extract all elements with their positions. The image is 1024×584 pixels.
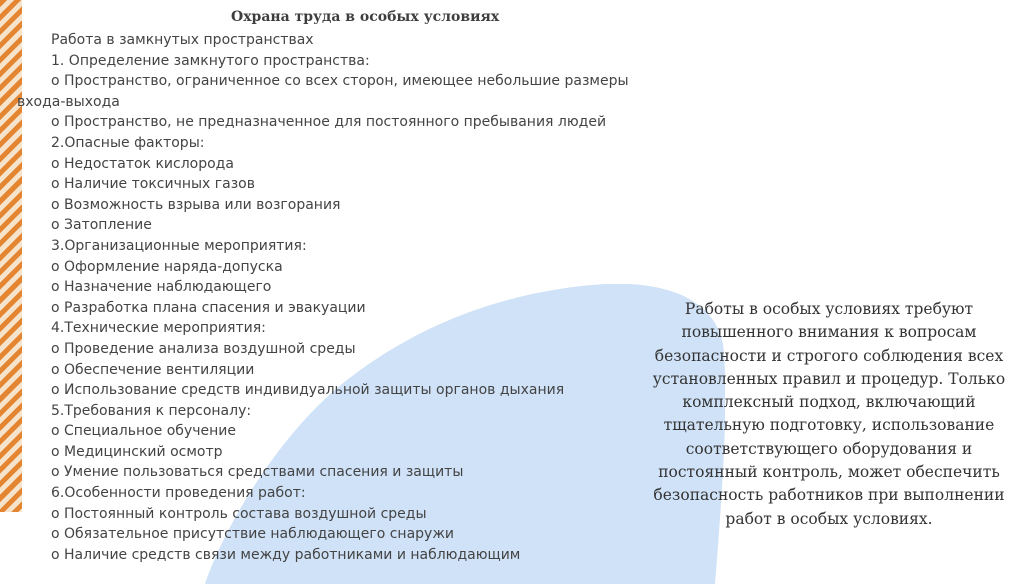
list-line: o Назначение наблюдающего: [51, 279, 272, 296]
list-line: o Недостаток кислорода: [51, 155, 234, 172]
list-line: o Проведение анализа воздушной среды: [51, 340, 356, 357]
page-title: Охрана труда в особых условиях: [231, 9, 500, 25]
list-line: o Медицинский осмотр: [51, 443, 223, 460]
list-line: o Пространство, не предназначенное для постоянного пребывания людей: [51, 114, 607, 131]
content-list: [0, 30, 629, 565]
list-line: o Возможность взрыва или возгорания: [51, 196, 341, 213]
summary-paragraph: Работы в особых условиях требуют повышенного внимания к вопросам безопасности и строгого соблюдения всех установленных правил и процедур. Только комплексный подход, включающий тщательную подготовку, использование соответствующего оборудования и постоянный контроль, может обеспечить безопасность работников при выполнении работ в особых условиях.: [652, 300, 1006, 528]
list-line: o Постоянный контроль состава воздушной среды: [51, 505, 427, 522]
list-line: o Наличие средств связи между работниками и наблюдающим: [51, 546, 521, 563]
list-line: 3.Организационные мероприятия:: [51, 237, 307, 254]
list-line: 5.Требования к персоналу:: [51, 402, 252, 419]
list-line: 6.Особенности проведения работ:: [51, 485, 306, 502]
list-line: o Разработка плана спасения и эвакуации: [51, 299, 366, 316]
list-line: o Умение пользоваться средствами спасения и защиты: [51, 464, 464, 481]
list-line: 1. Определение замкнутого пространства:: [51, 52, 370, 69]
list-line: o Пространство, ограниченное со всех сторон, имеющее небольшие размеры: [51, 73, 629, 90]
list-line: o Оформление наряда-допуска: [51, 258, 283, 275]
list-line: o Затопление: [51, 217, 152, 234]
list-line: Работа в замкнутых пространствах: [51, 32, 314, 48]
list-line: входа-выхода: [17, 93, 120, 110]
list-line: o Наличие токсичных газов: [51, 176, 255, 193]
list-line: o Обязательное присутствие наблюдающего снаружи: [51, 526, 455, 543]
list-line: 2.Опасные факторы:: [51, 134, 205, 151]
list-line: o Использование средств индивидуальной защиты органов дыхания: [51, 382, 565, 399]
list-line: o Обеспечение вентиляции: [51, 361, 255, 378]
list-line: 4.Технические мероприятия:: [51, 320, 266, 337]
list-line: o Специальное обучение: [51, 423, 236, 440]
